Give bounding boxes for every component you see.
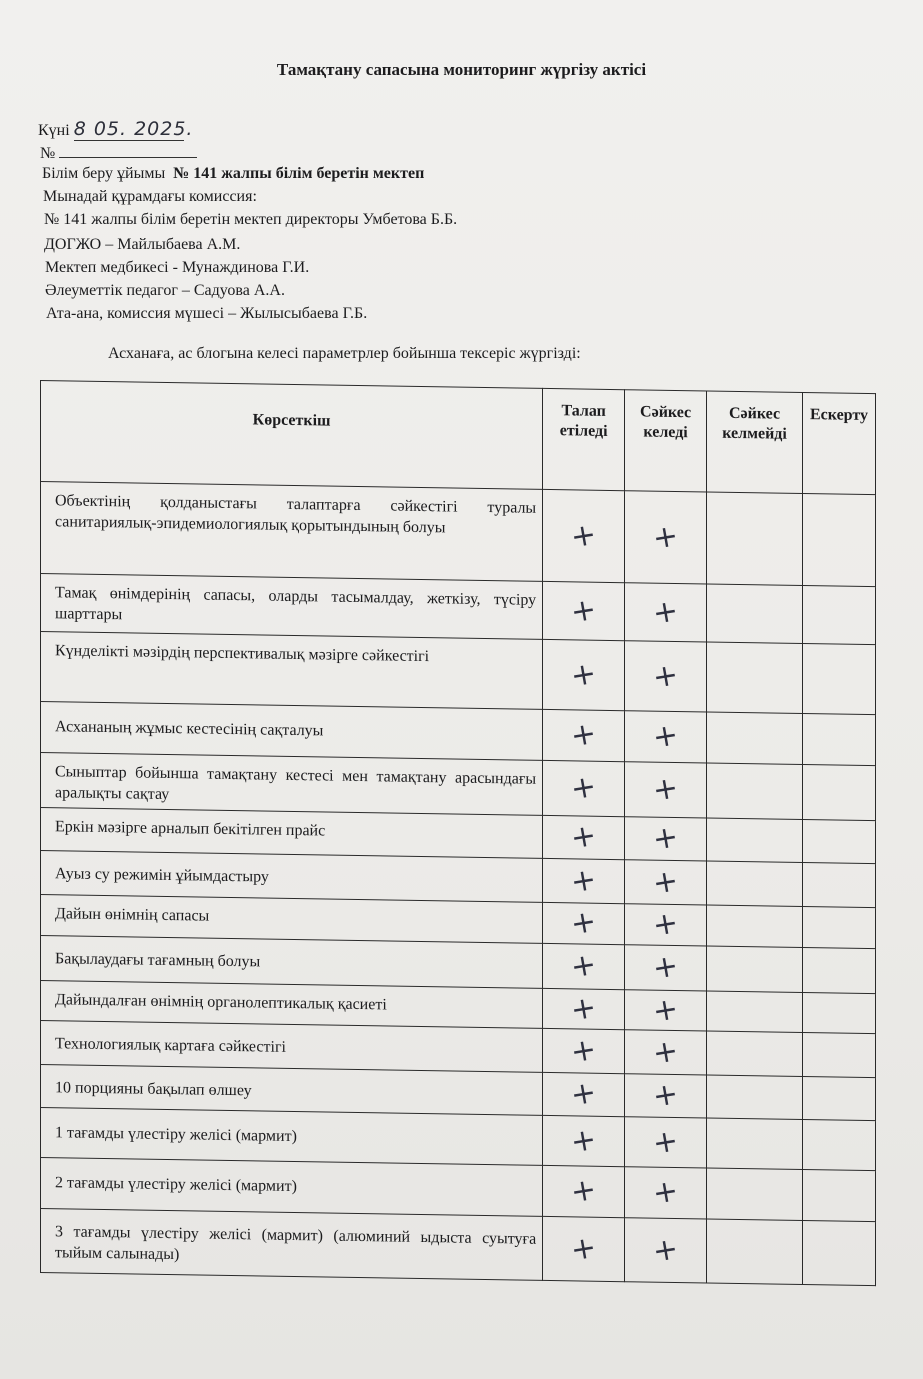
note-cell — [802, 585, 875, 644]
indicator-cell: Дайындалған өнімнің органолептикалық қасиеті — [41, 981, 543, 1029]
noncompliant-cell — [707, 991, 803, 1033]
checkmark-plus-icon: + — [568, 655, 599, 694]
indicator-cell: 3 тағамды үлестіру желісі (мармит) (алюминий ыдыста суытуға тыйым салынады) — [41, 1209, 543, 1281]
header-compliant: Сәйкес келеді — [625, 390, 707, 492]
header-note: Ескерту — [802, 392, 875, 494]
checkmark-plus-icon: + — [650, 862, 681, 902]
checkmark-plus-icon: + — [568, 946, 599, 986]
checkmark-plus-icon: + — [650, 905, 681, 944]
monitoring-table — [40, 380, 876, 1286]
header-noncompliant: Сәйкес келмейді — [707, 391, 803, 494]
date-label: Күні — [38, 122, 70, 139]
indicator-cell: Технологиялық картаға сәйкестігі — [41, 1021, 543, 1073]
required-cell — [543, 581, 625, 640]
note-cell — [802, 764, 875, 820]
noncompliant-cell — [707, 1219, 803, 1285]
indicator-cell: Бақылаудағы тағамның болуы — [41, 936, 543, 989]
indicator-cell: 1 тағамды үлестіру желісі (мармит) — [41, 1108, 543, 1166]
compliant-cell — [625, 491, 707, 584]
compliant-cell — [625, 1074, 707, 1118]
compliant-cell — [625, 817, 707, 861]
table-row — [41, 632, 876, 715]
required-cell — [543, 489, 625, 582]
indicator-cell: Объектінің қолданыстағы талаптарға сәйкестігі туралы санитариялық-эпидемиологиялық қорытындының болуы — [41, 482, 543, 582]
member-dogzho: ДОГЖО – Майлыбаева А.М. — [44, 236, 241, 253]
required-cell — [543, 943, 625, 989]
compliant-cell — [625, 641, 707, 712]
org-line — [42, 165, 424, 183]
indicator-cell: Еркін мәзірге арналып бекітілген прайс — [41, 808, 543, 859]
checkmark-plus-icon: + — [650, 717, 681, 756]
indicator-cell: 2 тағамды үлестіру желісі (мармит) — [41, 1158, 543, 1217]
compliant-cell — [625, 945, 707, 991]
required-cell — [543, 988, 625, 1029]
noncompliant-cell — [707, 1031, 803, 1077]
checkmark-plus-icon: + — [568, 591, 599, 630]
checkmark-plus-icon: + — [568, 1121, 599, 1160]
checkmark-plus-icon: + — [650, 990, 681, 1030]
required-cell — [543, 902, 625, 944]
required-cell — [543, 639, 625, 710]
checkmark-plus-icon: + — [568, 1031, 599, 1070]
required-cell — [543, 709, 625, 761]
checkmark-plus-icon: + — [650, 517, 681, 557]
header-required: Талап етіледі — [543, 388, 625, 490]
member-nurse: Мектеп медбикесі - Мунаждинова Г.И. — [45, 259, 310, 276]
indicator-cell: 10 порцияны бақылап өлшеу — [41, 1065, 543, 1116]
compliant-cell — [625, 762, 707, 818]
document-title: Тамақтану сапасына мониторинг жүргізу актісі — [276, 60, 647, 79]
noncompliant-cell — [707, 1168, 803, 1221]
note-cell — [802, 1032, 875, 1077]
table-header-row — [41, 381, 876, 495]
member-social-pedagogue: Әлеуметтік педагог – Садуова А.А. — [45, 282, 285, 299]
noncompliant-cell — [707, 946, 803, 993]
noncompliant-cell — [707, 1075, 803, 1120]
table-row — [41, 1209, 876, 1286]
indicator-cell: Ауыз су режимін ұйымдастыру — [41, 851, 543, 903]
note-cell — [802, 947, 875, 993]
checkmark-plus-icon: + — [568, 903, 599, 943]
checkmark-plus-icon: + — [650, 1076, 681, 1115]
number-line — [40, 143, 197, 163]
intro-text: Асханаға, ас блогына келесі параметрлер бойынша тексеріс жүргізді: — [108, 345, 581, 362]
compliant-cell — [625, 1218, 707, 1283]
compliant-cell — [625, 1030, 707, 1075]
indicator-cell: Дайын өнімнің сапасы — [41, 895, 543, 944]
checkmark-plus-icon: + — [568, 817, 599, 857]
compliant-cell — [625, 990, 707, 1031]
checkmark-plus-icon: + — [568, 516, 599, 555]
number-label: № — [40, 145, 56, 162]
required-cell — [543, 1028, 625, 1073]
noncompliant-cell — [707, 642, 803, 714]
noncompliant-cell — [707, 584, 803, 644]
org-label: Білім беру ұйымы — [42, 165, 166, 182]
required-cell — [543, 1165, 625, 1217]
note-cell — [802, 713, 875, 765]
required-cell — [543, 815, 625, 859]
note-cell — [802, 1169, 875, 1221]
noncompliant-cell — [707, 861, 803, 907]
checkmark-plus-icon: + — [568, 1229, 599, 1268]
required-cell — [543, 858, 625, 903]
checkmark-plus-icon: + — [650, 948, 681, 987]
required-cell — [543, 1216, 625, 1281]
compliant-cell — [625, 1117, 707, 1168]
noncompliant-cell — [707, 1118, 803, 1170]
checkmark-plus-icon: + — [650, 592, 681, 632]
header-indicator: Көрсеткіш — [41, 381, 543, 490]
org-value: № 141 жалпы білім беретін мектеп — [173, 165, 425, 182]
note-cell — [802, 1119, 875, 1170]
noncompliant-cell — [707, 905, 803, 948]
indicator-cell: Күнделікті мәзірдің перспективалық мәзірге сәйкестігі — [41, 632, 543, 710]
checkmark-plus-icon: + — [650, 1032, 681, 1072]
required-cell — [543, 1072, 625, 1116]
noncompliant-cell — [707, 712, 803, 765]
note-cell — [802, 862, 875, 907]
note-cell — [802, 992, 875, 1033]
indicator-cell: Сыныптар бойынша тамақтану кестесі мен тамақтану арасындағы аралықты сақтау — [41, 753, 543, 816]
date-value: 8 05. 2025. — [73, 118, 194, 140]
checkmark-plus-icon: + — [650, 770, 681, 809]
table-row — [41, 482, 876, 587]
noncompliant-cell — [707, 763, 803, 820]
checkmark-plus-icon: + — [568, 989, 599, 1028]
compliant-cell — [625, 904, 707, 946]
checkmark-plus-icon: + — [650, 1230, 681, 1270]
checkmark-plus-icon: + — [650, 1122, 681, 1162]
note-cell — [802, 643, 875, 714]
date-line — [38, 118, 194, 141]
checkmark-plus-icon: + — [568, 861, 599, 900]
checkmark-plus-icon: + — [568, 1074, 599, 1114]
required-cell — [543, 760, 625, 816]
member-parent: Ата-ана, комиссия мүшесі – Жылысыбаева Г.Б. — [46, 305, 368, 322]
noncompliant-cell — [707, 818, 803, 863]
noncompliant-cell — [707, 492, 803, 586]
checkmark-plus-icon: + — [650, 1173, 681, 1212]
note-cell — [802, 493, 875, 586]
required-cell — [543, 1115, 625, 1166]
indicator-cell: Асхананың жұмыс кестесінің сақталуы — [41, 702, 543, 761]
checkmark-plus-icon: + — [650, 819, 681, 858]
checkmark-plus-icon: + — [568, 715, 599, 755]
compliant-cell — [625, 860, 707, 905]
checkmark-plus-icon: + — [568, 768, 599, 808]
indicator-cell: Тамақ өнімдерінің сапасы, оларды тасымалдау, жеткізу, түсіру шарттары — [41, 574, 543, 640]
note-cell — [802, 1220, 875, 1285]
commission-label: Мынадай құрамдағы комиссия: — [43, 188, 257, 205]
compliant-cell — [625, 1167, 707, 1219]
number-blank — [59, 143, 197, 158]
compliant-cell — [625, 583, 707, 642]
note-cell — [802, 906, 875, 948]
checkmark-plus-icon: + — [650, 656, 681, 696]
checkmark-plus-icon: + — [568, 1171, 599, 1211]
note-cell — [802, 819, 875, 863]
member-director: № 141 жалпы білім беретін мектеп директоры Умбетова Б.Б. — [44, 211, 458, 228]
compliant-cell — [625, 711, 707, 763]
note-cell — [802, 1076, 875, 1120]
